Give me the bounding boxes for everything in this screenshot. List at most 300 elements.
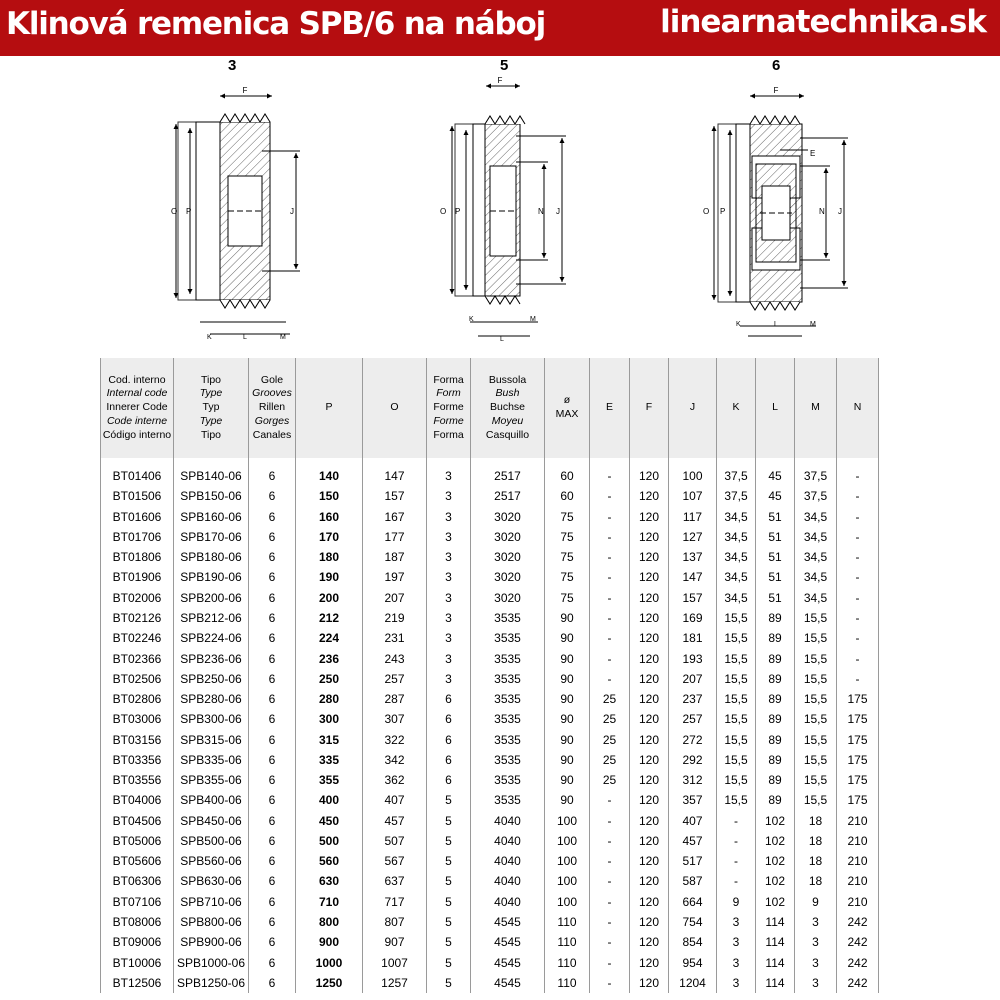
table-cell: 89 [756, 750, 795, 770]
table-cell: - [837, 588, 879, 608]
header-line: Tipo [200, 373, 222, 386]
table-cell: 3535 [471, 770, 545, 790]
table-cell: BT03356 [101, 750, 174, 770]
table-cell: - [590, 567, 630, 587]
table-cell: 4545 [471, 952, 545, 972]
table-cell: 15,5 [795, 790, 837, 810]
table-cell: 102 [756, 831, 795, 851]
table-cell: 51 [756, 507, 795, 527]
fig6-dim-o: O [703, 207, 710, 216]
table-cell: - [590, 851, 630, 871]
table-cell: 5 [427, 790, 471, 810]
table-cell: - [717, 831, 756, 851]
table-cell: - [837, 648, 879, 668]
table-cell: 120 [630, 952, 669, 972]
table-cell: 117 [669, 507, 717, 527]
table-cell: 3 [795, 932, 837, 952]
table-cell: 6 [249, 892, 296, 912]
table-cell: 120 [630, 973, 669, 993]
table-cell: 630 [296, 871, 363, 891]
table-cell: 34,5 [717, 527, 756, 547]
table-row [101, 851, 879, 871]
column-header [174, 358, 249, 458]
table-cell: 307 [363, 709, 427, 729]
table-cell: 322 [363, 729, 427, 749]
table-cell: 120 [630, 912, 669, 932]
table-cell: 3535 [471, 608, 545, 628]
table-cell: 1250 [296, 973, 363, 993]
fig6-dim-m: M [810, 321, 816, 328]
table-cell: - [590, 973, 630, 993]
table-cell: 15,5 [795, 669, 837, 689]
table-cell: - [837, 547, 879, 567]
table-cell: 5 [427, 831, 471, 851]
table-cell: 90 [545, 709, 590, 729]
table-cell: 954 [669, 952, 717, 972]
header-line: Bussola [488, 373, 527, 386]
table-cell: 120 [630, 892, 669, 912]
header-line: Innerer Code [106, 401, 168, 414]
table-cell: - [590, 628, 630, 648]
table-cell: 231 [363, 628, 427, 648]
table-cell: 177 [363, 527, 427, 547]
table-cell: 6 [249, 831, 296, 851]
fig5-dim-n: N [538, 207, 544, 216]
table-cell: 51 [756, 547, 795, 567]
table-cell: 1007 [363, 952, 427, 972]
table-cell: 500 [296, 831, 363, 851]
table-cell: 457 [669, 831, 717, 851]
fig6-dim-e: E [810, 149, 816, 158]
table-cell: 37,5 [795, 486, 837, 506]
table-cell: SPB180-06 [174, 547, 249, 567]
table-cell: 120 [630, 628, 669, 648]
table-cell: 3 [427, 527, 471, 547]
table-cell: 15,5 [717, 750, 756, 770]
table-cell: 3 [795, 912, 837, 932]
table-cell: 18 [795, 831, 837, 851]
table-cell: 4040 [471, 871, 545, 891]
table-cell: 34,5 [717, 507, 756, 527]
table-cell: 6 [249, 750, 296, 770]
table-cell: 210 [837, 892, 879, 912]
table-cell: BT01806 [101, 547, 174, 567]
table-cell: SPB900-06 [174, 932, 249, 952]
table-cell: 312 [669, 770, 717, 790]
table-row [101, 648, 879, 668]
table-cell: 3020 [471, 527, 545, 547]
table-cell: 120 [630, 547, 669, 567]
fig5-dim-o: O [440, 207, 447, 216]
table-cell: 224 [296, 628, 363, 648]
table-cell: 25 [590, 750, 630, 770]
table-body [101, 458, 879, 993]
header-line: Typ [202, 401, 220, 414]
table-cell: - [590, 507, 630, 527]
figure-6-drawing [714, 96, 848, 336]
table-cell: SPB315-06 [174, 729, 249, 749]
table-cell: 25 [590, 709, 630, 729]
table-row [101, 567, 879, 587]
table-cell: BT01706 [101, 527, 174, 547]
table-cell: 6 [249, 458, 296, 486]
table-cell: 18 [795, 811, 837, 831]
table-cell: 90 [545, 750, 590, 770]
table-cell: 5 [427, 912, 471, 932]
table-cell: - [590, 952, 630, 972]
table-cell: - [590, 811, 630, 831]
table-cell: 102 [756, 892, 795, 912]
table-cell: 3 [427, 669, 471, 689]
table-cell: - [717, 871, 756, 891]
figure-3-drawing [176, 96, 300, 334]
table-row [101, 507, 879, 527]
table-cell: 51 [756, 527, 795, 547]
table-row [101, 709, 879, 729]
header-line: Forme [433, 401, 464, 414]
figure-5-label: 5 [500, 57, 509, 74]
table-cell: 120 [630, 486, 669, 506]
table-cell: 120 [630, 527, 669, 547]
table-cell: 6 [427, 770, 471, 790]
table-cell: SPB355-06 [174, 770, 249, 790]
table-cell: 120 [630, 729, 669, 749]
table-cell: 175 [837, 750, 879, 770]
header-line: Form [436, 387, 461, 400]
table-cell: 3 [717, 973, 756, 993]
table-cell: - [837, 527, 879, 547]
table-cell: 120 [630, 648, 669, 668]
table-row [101, 831, 879, 851]
header-line: K [732, 401, 740, 414]
table-cell: 2517 [471, 458, 545, 486]
column-header [669, 358, 717, 458]
table-cell: 6 [427, 729, 471, 749]
table-row [101, 458, 879, 486]
table-cell: 102 [756, 851, 795, 871]
table-cell: 120 [630, 608, 669, 628]
table-cell: BT12506 [101, 973, 174, 993]
table-cell: 1000 [296, 952, 363, 972]
table-row [101, 547, 879, 567]
table-row [101, 952, 879, 972]
fig6-dim-p: P [720, 207, 726, 216]
table-cell: 6 [249, 729, 296, 749]
header-line: Forma [433, 428, 464, 441]
table-cell: 120 [630, 770, 669, 790]
fig5-dim-m: M [530, 316, 536, 323]
table-cell: 6 [249, 932, 296, 952]
table-cell: SPB1250-06 [174, 973, 249, 993]
table-cell: 175 [837, 790, 879, 810]
table-cell: 15,5 [795, 729, 837, 749]
table-row [101, 973, 879, 993]
table-cell: 100 [545, 811, 590, 831]
table-cell: 89 [756, 790, 795, 810]
header-line: J [689, 401, 696, 414]
fig5-dim-p: P [455, 207, 461, 216]
table-cell: 6 [249, 770, 296, 790]
table-cell: 300 [296, 709, 363, 729]
table-cell: 3 [427, 507, 471, 527]
table-cell: SPB280-06 [174, 689, 249, 709]
table-cell: 3 [795, 973, 837, 993]
table-cell: 450 [296, 811, 363, 831]
table-cell: BT10006 [101, 952, 174, 972]
header-line: O [390, 401, 399, 414]
table-cell: 147 [669, 567, 717, 587]
table-cell: 5 [427, 952, 471, 972]
table-cell: 120 [630, 458, 669, 486]
table-cell: 120 [630, 851, 669, 871]
fig3-dim-p: P [186, 207, 192, 216]
table-cell: 6 [249, 648, 296, 668]
table-cell: 120 [630, 588, 669, 608]
table-cell: 6 [249, 689, 296, 709]
table-cell: 137 [669, 547, 717, 567]
table-cell: 18 [795, 851, 837, 871]
table-cell: 89 [756, 669, 795, 689]
header-line: Rillen [258, 401, 286, 414]
header-line: L [772, 401, 778, 414]
header-banner [0, 0, 1000, 56]
table-cell: BT02806 [101, 689, 174, 709]
table-cell: 89 [756, 608, 795, 628]
table-cell: 167 [363, 507, 427, 527]
fig6-dim-j: J [838, 207, 842, 216]
table-cell: 3 [427, 567, 471, 587]
table-cell: 237 [669, 689, 717, 709]
table-cell: - [590, 669, 630, 689]
table-cell: 3020 [471, 547, 545, 567]
table-row [101, 669, 879, 689]
table-cell: - [837, 628, 879, 648]
table-cell: 357 [669, 790, 717, 810]
table-cell: 287 [363, 689, 427, 709]
pulley-spec-table [100, 358, 879, 993]
header-line: F [645, 401, 653, 414]
table-cell: BT01906 [101, 567, 174, 587]
table-cell: 60 [545, 458, 590, 486]
table-cell: 212 [296, 608, 363, 628]
table-cell: 190 [296, 567, 363, 587]
table-cell: 3535 [471, 689, 545, 709]
table-cell: 362 [363, 770, 427, 790]
table-cell: 90 [545, 790, 590, 810]
table-cell: 587 [669, 871, 717, 891]
table-cell: - [837, 669, 879, 689]
table-cell: 800 [296, 912, 363, 932]
table-cell: 3535 [471, 669, 545, 689]
table-cell: 25 [590, 770, 630, 790]
table-cell: 257 [669, 709, 717, 729]
table-cell: SPB160-06 [174, 507, 249, 527]
table-cell: 907 [363, 932, 427, 952]
table-cell: 242 [837, 973, 879, 993]
table-cell: 6 [249, 588, 296, 608]
table-cell: BT07106 [101, 892, 174, 912]
table-cell: 3 [717, 952, 756, 972]
table-cell: 355 [296, 770, 363, 790]
table-cell: BT03556 [101, 770, 174, 790]
table-cell: 407 [669, 811, 717, 831]
table-cell: 5 [427, 851, 471, 871]
table-cell: 4545 [471, 973, 545, 993]
table-cell: 335 [296, 750, 363, 770]
table-cell: 100 [545, 871, 590, 891]
header-line: Internal code [106, 387, 168, 400]
table-cell: 37,5 [717, 458, 756, 486]
table-cell: 15,5 [717, 689, 756, 709]
table-cell: 9 [795, 892, 837, 912]
table-cell: - [590, 932, 630, 952]
column-header [101, 358, 174, 458]
table-cell: 854 [669, 932, 717, 952]
table-cell: 717 [363, 892, 427, 912]
table-cell: 15,5 [795, 709, 837, 729]
table-cell: SPB630-06 [174, 871, 249, 891]
table-cell: 6 [249, 790, 296, 810]
table-cell: 242 [837, 912, 879, 932]
table-cell: 280 [296, 689, 363, 709]
table-cell: 89 [756, 648, 795, 668]
table-cell: 114 [756, 912, 795, 932]
table-cell: 6 [249, 527, 296, 547]
table-cell: 15,5 [795, 689, 837, 709]
table-cell: 175 [837, 770, 879, 790]
table-cell: 150 [296, 486, 363, 506]
table-cell: 114 [756, 973, 795, 993]
table-cell: 6 [249, 871, 296, 891]
header-line: Tipo [200, 428, 222, 441]
table-cell: SPB300-06 [174, 709, 249, 729]
table-cell: 400 [296, 790, 363, 810]
drawings-svg [0, 56, 1000, 356]
table-cell: 169 [669, 608, 717, 628]
table-cell: BT02506 [101, 669, 174, 689]
table-cell: 34,5 [795, 547, 837, 567]
table-cell: SPB710-06 [174, 892, 249, 912]
table-cell: 6 [249, 507, 296, 527]
table-cell: 45 [756, 486, 795, 506]
table-cell: 127 [669, 527, 717, 547]
table-cell: - [590, 458, 630, 486]
figure-5-drawing [452, 86, 566, 336]
table-cell: 110 [545, 952, 590, 972]
table-cell: 1204 [669, 973, 717, 993]
table-row [101, 588, 879, 608]
header-line: N [853, 401, 862, 414]
column-header [249, 358, 296, 458]
table-cell: SPB800-06 [174, 912, 249, 932]
table-cell: 210 [837, 811, 879, 831]
table-cell: 6 [249, 851, 296, 871]
table-cell: 100 [545, 892, 590, 912]
table-cell: 75 [545, 507, 590, 527]
table-cell: BT06306 [101, 871, 174, 891]
figure-6-label: 6 [772, 57, 781, 74]
table-cell: SPB450-06 [174, 811, 249, 831]
table-cell: 89 [756, 709, 795, 729]
column-header [795, 358, 837, 458]
table-cell: 170 [296, 527, 363, 547]
table-row [101, 892, 879, 912]
table-cell: - [590, 608, 630, 628]
table-cell: 3535 [471, 709, 545, 729]
table-cell: 210 [837, 871, 879, 891]
table-cell: 3 [717, 912, 756, 932]
table-cell: 1257 [363, 973, 427, 993]
table-cell: 114 [756, 932, 795, 952]
table-cell: 4040 [471, 811, 545, 831]
table-cell: 6 [249, 811, 296, 831]
table-cell: 9 [717, 892, 756, 912]
table-cell: 15,5 [717, 608, 756, 628]
table-cell: - [590, 547, 630, 567]
table-cell: 51 [756, 567, 795, 587]
table-cell: 4040 [471, 831, 545, 851]
table-cell: 3535 [471, 628, 545, 648]
table-cell: 51 [756, 588, 795, 608]
table-cell: 3020 [471, 588, 545, 608]
table-cell: 181 [669, 628, 717, 648]
table-cell: 25 [590, 689, 630, 709]
table-cell: 3 [427, 458, 471, 486]
table-cell: - [837, 567, 879, 587]
table-row [101, 628, 879, 648]
table-cell: 407 [363, 790, 427, 810]
table-cell: 120 [630, 811, 669, 831]
fig6-dim-f: F [773, 86, 779, 95]
table-cell: 34,5 [717, 567, 756, 587]
table-cell: 900 [296, 932, 363, 952]
table-cell: 315 [296, 729, 363, 749]
table-cell: - [717, 851, 756, 871]
table-cell: 517 [669, 851, 717, 871]
table-cell: BT04506 [101, 811, 174, 831]
table-row [101, 750, 879, 770]
table-cell: 200 [296, 588, 363, 608]
table-cell: 560 [296, 851, 363, 871]
table-cell: 207 [363, 588, 427, 608]
table-row [101, 871, 879, 891]
table-cell: 242 [837, 952, 879, 972]
fig3-dim-m: M [280, 334, 286, 341]
table-cell: 5 [427, 973, 471, 993]
table-cell: 89 [756, 729, 795, 749]
table-cell: 6 [249, 486, 296, 506]
table-cell: 342 [363, 750, 427, 770]
header-line: Grooves [252, 387, 292, 400]
column-header [363, 358, 427, 458]
table-cell: 2517 [471, 486, 545, 506]
table-cell: 110 [545, 932, 590, 952]
table-cell: 3535 [471, 729, 545, 749]
column-header [717, 358, 756, 458]
table-cell: SPB236-06 [174, 648, 249, 668]
table-cell: 4545 [471, 932, 545, 952]
table-cell: 15,5 [717, 669, 756, 689]
table-cell: 457 [363, 811, 427, 831]
fig5-dim-f: F [497, 76, 503, 85]
table-cell: SPB150-06 [174, 486, 249, 506]
column-header [630, 358, 669, 458]
table-cell: SPB140-06 [174, 458, 249, 486]
table-cell: 6 [249, 547, 296, 567]
fig5-dim-j: J [556, 207, 560, 216]
table-cell: 90 [545, 628, 590, 648]
table-cell: 3 [717, 932, 756, 952]
